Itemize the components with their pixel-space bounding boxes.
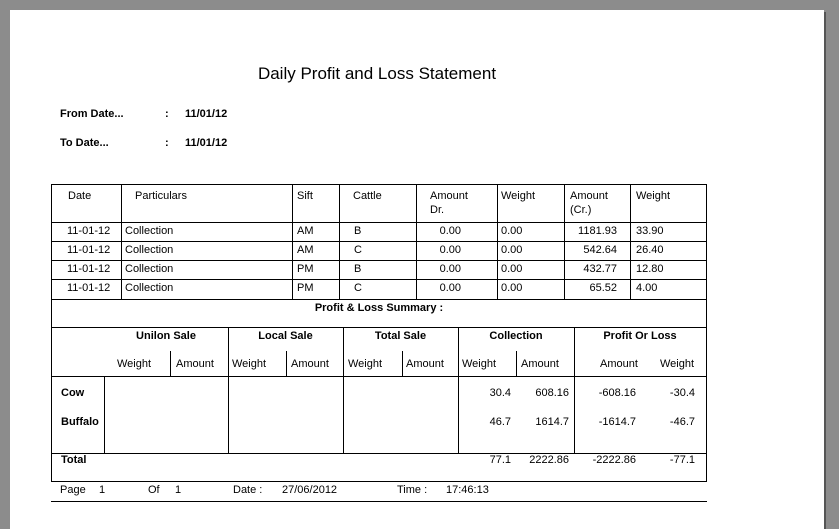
cow-pl-weight: -30.4 [669, 387, 695, 399]
row-particulars: Collection [125, 244, 174, 256]
row-weight-2: 33.90 [636, 225, 664, 237]
sub-pl-weight: Weight [660, 358, 695, 370]
summary-local-sale: Local Sale [258, 330, 313, 342]
footer-page-label: Page [60, 484, 86, 496]
header-weight-1: Weight [501, 190, 536, 202]
row-amount-cr: 65.52 [589, 282, 617, 294]
cow-label: Cow [61, 387, 85, 399]
row-amount-dr: 0.00 [439, 244, 461, 256]
row-cattle: B [354, 225, 362, 237]
buffalo-pl-amount: -1614.7 [598, 416, 636, 428]
header-weight-2: Weight [636, 190, 671, 202]
row-sift: AM [297, 244, 314, 256]
row-sift: PM [297, 263, 314, 275]
row-weight-1: 0.00 [501, 244, 523, 256]
buffalo-coll-weight: 46.7 [489, 416, 511, 428]
cow-pl-amount: -608.16 [598, 387, 636, 399]
row-weight-2: 12.80 [636, 263, 664, 275]
header-amount-dr-2: Dr. [430, 204, 445, 216]
row-sift: PM [297, 282, 314, 294]
row-amount-cr: 432.77 [583, 263, 617, 275]
sub-total-amount: Amount [406, 358, 444, 370]
row-cattle: C [354, 282, 362, 294]
total-pl-weight: -77.1 [669, 454, 695, 466]
footer-date-label: Date : [233, 484, 263, 496]
row-weight-2: 26.40 [636, 244, 664, 256]
report-title: Daily Profit and Loss Statement [257, 64, 497, 83]
sub-pl-amount: Amount [600, 358, 638, 370]
sub-coll-amount: Amount [521, 358, 559, 370]
from-date-label: From Date... [60, 108, 124, 120]
footer-time-value: 17:46:13 [446, 484, 489, 496]
row-weight-2: 4.00 [636, 282, 658, 294]
row-weight-1: 0.00 [501, 263, 523, 275]
row-particulars: Collection [125, 263, 174, 275]
buffalo-coll-amount: 1614.7 [535, 416, 569, 428]
summary-profit-loss: Profit Or Loss [603, 330, 677, 342]
footer-time-label: Time : [397, 484, 428, 496]
row-particulars: Collection [125, 225, 174, 237]
sub-local-weight: Weight [232, 358, 267, 370]
row-cattle: B [354, 263, 362, 275]
footer-of-num: 1 [175, 484, 182, 496]
total-coll-weight: 77.1 [489, 454, 511, 466]
row-weight-1: 0.00 [501, 225, 523, 237]
row-amount-dr: 0.00 [439, 282, 461, 294]
header-amount-dr-1: Amount [430, 190, 468, 202]
row-amount-cr: 1181.93 [578, 225, 617, 237]
header-amount-cr-2: (Cr.) [570, 204, 592, 216]
header-sift: Sift [297, 190, 313, 202]
sub-union-weight: Weight [117, 358, 152, 370]
total-pl-amount: -2222.86 [592, 454, 636, 466]
row-amount-dr: 0.00 [439, 225, 461, 237]
summary-collection: Collection [489, 330, 543, 342]
sub-union-amount: Amount [176, 358, 214, 370]
from-date-value: 11/01/12 [185, 108, 228, 120]
footer-page-num: 1 [99, 484, 106, 496]
total-label: Total [61, 454, 87, 466]
row-cattle: C [354, 244, 362, 256]
header-date: Date [68, 190, 92, 202]
row-date: 11-01-12 [67, 282, 111, 294]
footer-date-value: 27/06/2012 [282, 484, 338, 496]
row-sift: AM [297, 225, 314, 237]
row-date: 11-01-12 [67, 244, 111, 256]
to-date-label: To Date... [60, 137, 109, 149]
row-date: 11-01-12 [67, 225, 111, 237]
cow-coll-amount: 608.16 [535, 387, 569, 399]
buffalo-label: Buffalo [61, 416, 99, 428]
row-particulars: Collection [125, 282, 174, 294]
to-colon: : [165, 137, 169, 149]
buffalo-pl-weight: -46.7 [669, 416, 695, 428]
header-particulars: Particulars [135, 190, 187, 202]
header-cattle: Cattle [353, 190, 382, 202]
sub-total-weight: Weight [348, 358, 383, 370]
from-colon: : [165, 108, 169, 120]
footer-of-label: Of [148, 484, 160, 496]
row-amount-cr: 542.64 [583, 244, 617, 256]
sub-local-amount: Amount [291, 358, 329, 370]
to-date-value: 11/01/12 [185, 137, 228, 149]
summary-union-sale: Unilon Sale [136, 330, 196, 342]
row-weight-1: 0.00 [501, 282, 523, 294]
sub-coll-weight: Weight [462, 358, 497, 370]
summary-total-sale: Total Sale [374, 330, 427, 342]
row-amount-dr: 0.00 [439, 263, 461, 275]
summary-title: Profit & Loss Summary : [314, 302, 444, 314]
row-date: 11-01-12 [67, 263, 111, 275]
total-coll-amount: 2222.86 [529, 454, 569, 466]
cow-coll-weight: 30.4 [489, 387, 511, 399]
header-amount-cr-1: Amount [570, 190, 608, 202]
